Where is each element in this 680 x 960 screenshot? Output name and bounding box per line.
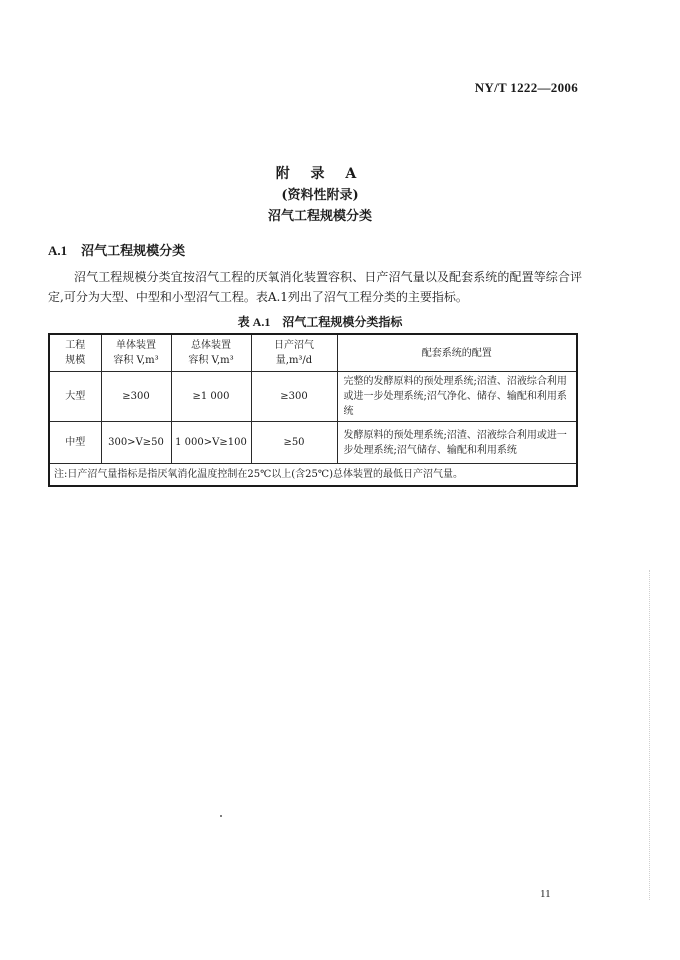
cell-scale: 大型 bbox=[49, 372, 101, 422]
table-row bbox=[49, 422, 577, 464]
cell-single-volume: ≥300 bbox=[101, 372, 171, 422]
cell-daily-gas: ≥50 bbox=[251, 422, 337, 464]
appendix-title: 附 录 A bbox=[275, 166, 365, 182]
scale-classification-table bbox=[48, 333, 578, 487]
standard-number: NY/T 1222—2006 bbox=[474, 80, 578, 95]
header-scale: 工程 规模 bbox=[49, 334, 101, 372]
page-number: 11 bbox=[540, 888, 551, 900]
cell-total-volume: ≥1 000 bbox=[171, 372, 251, 422]
header-total-volume: 总体装置 容积 V,m³ bbox=[171, 334, 251, 372]
section-title: 沼气工程规模分类 bbox=[81, 244, 186, 259]
cell-config: 完整的发酵原料的预处理系统;沼渣、沼液综合利用或进一步处理系统;沼气净化、储存、输配和利用系统 bbox=[337, 372, 577, 422]
cell-total-volume: 1 000>V≥100 bbox=[171, 422, 251, 464]
appendix-subtitle: (资料性附录) bbox=[281, 188, 359, 203]
header-single-volume: 单体装置 容积 V,m³ bbox=[101, 334, 171, 372]
appendix-name: 沼气工程规模分类 bbox=[267, 209, 372, 224]
table-header-row bbox=[49, 334, 577, 372]
header-daily-gas: 日产沼气 量,m³/d bbox=[251, 334, 337, 372]
section-number: A.1 bbox=[48, 243, 68, 258]
scan-edge-line bbox=[649, 570, 650, 900]
cell-daily-gas: ≥300 bbox=[251, 372, 337, 422]
table-caption bbox=[0, 313, 640, 330]
table-number: 表 A.1 bbox=[237, 315, 271, 329]
section-heading bbox=[48, 240, 185, 259]
section-paragraph: 沼气工程规模分类宜按沼气工程的厌氧消化装置容积、日产沼气量以及配套系统的配置等综合评定,可分为大型、中型和小型沼气工程。表A.1列出了沼气工程分类的主要指标。 bbox=[48, 270, 582, 304]
table-title: 沼气工程规模分类指标 bbox=[282, 315, 403, 329]
cell-single-volume: 300>V≥50 bbox=[101, 422, 171, 464]
cell-config: 发酵原料的预处理系统;沼渣、沼液综合利用或进一步处理系统;沼气储存、输配和利用系统 bbox=[337, 422, 577, 464]
table-note-row bbox=[49, 464, 577, 487]
header-config: 配套系统的配置 bbox=[337, 334, 577, 372]
table-note: 注:日产沼气量指标是指厌氧消化温度控制在25℃以上(含25℃)总体装置的最低日产沼气量。 bbox=[49, 464, 577, 487]
scan-speck bbox=[220, 815, 222, 817]
cell-scale: 中型 bbox=[49, 422, 101, 464]
table-row bbox=[49, 372, 577, 422]
